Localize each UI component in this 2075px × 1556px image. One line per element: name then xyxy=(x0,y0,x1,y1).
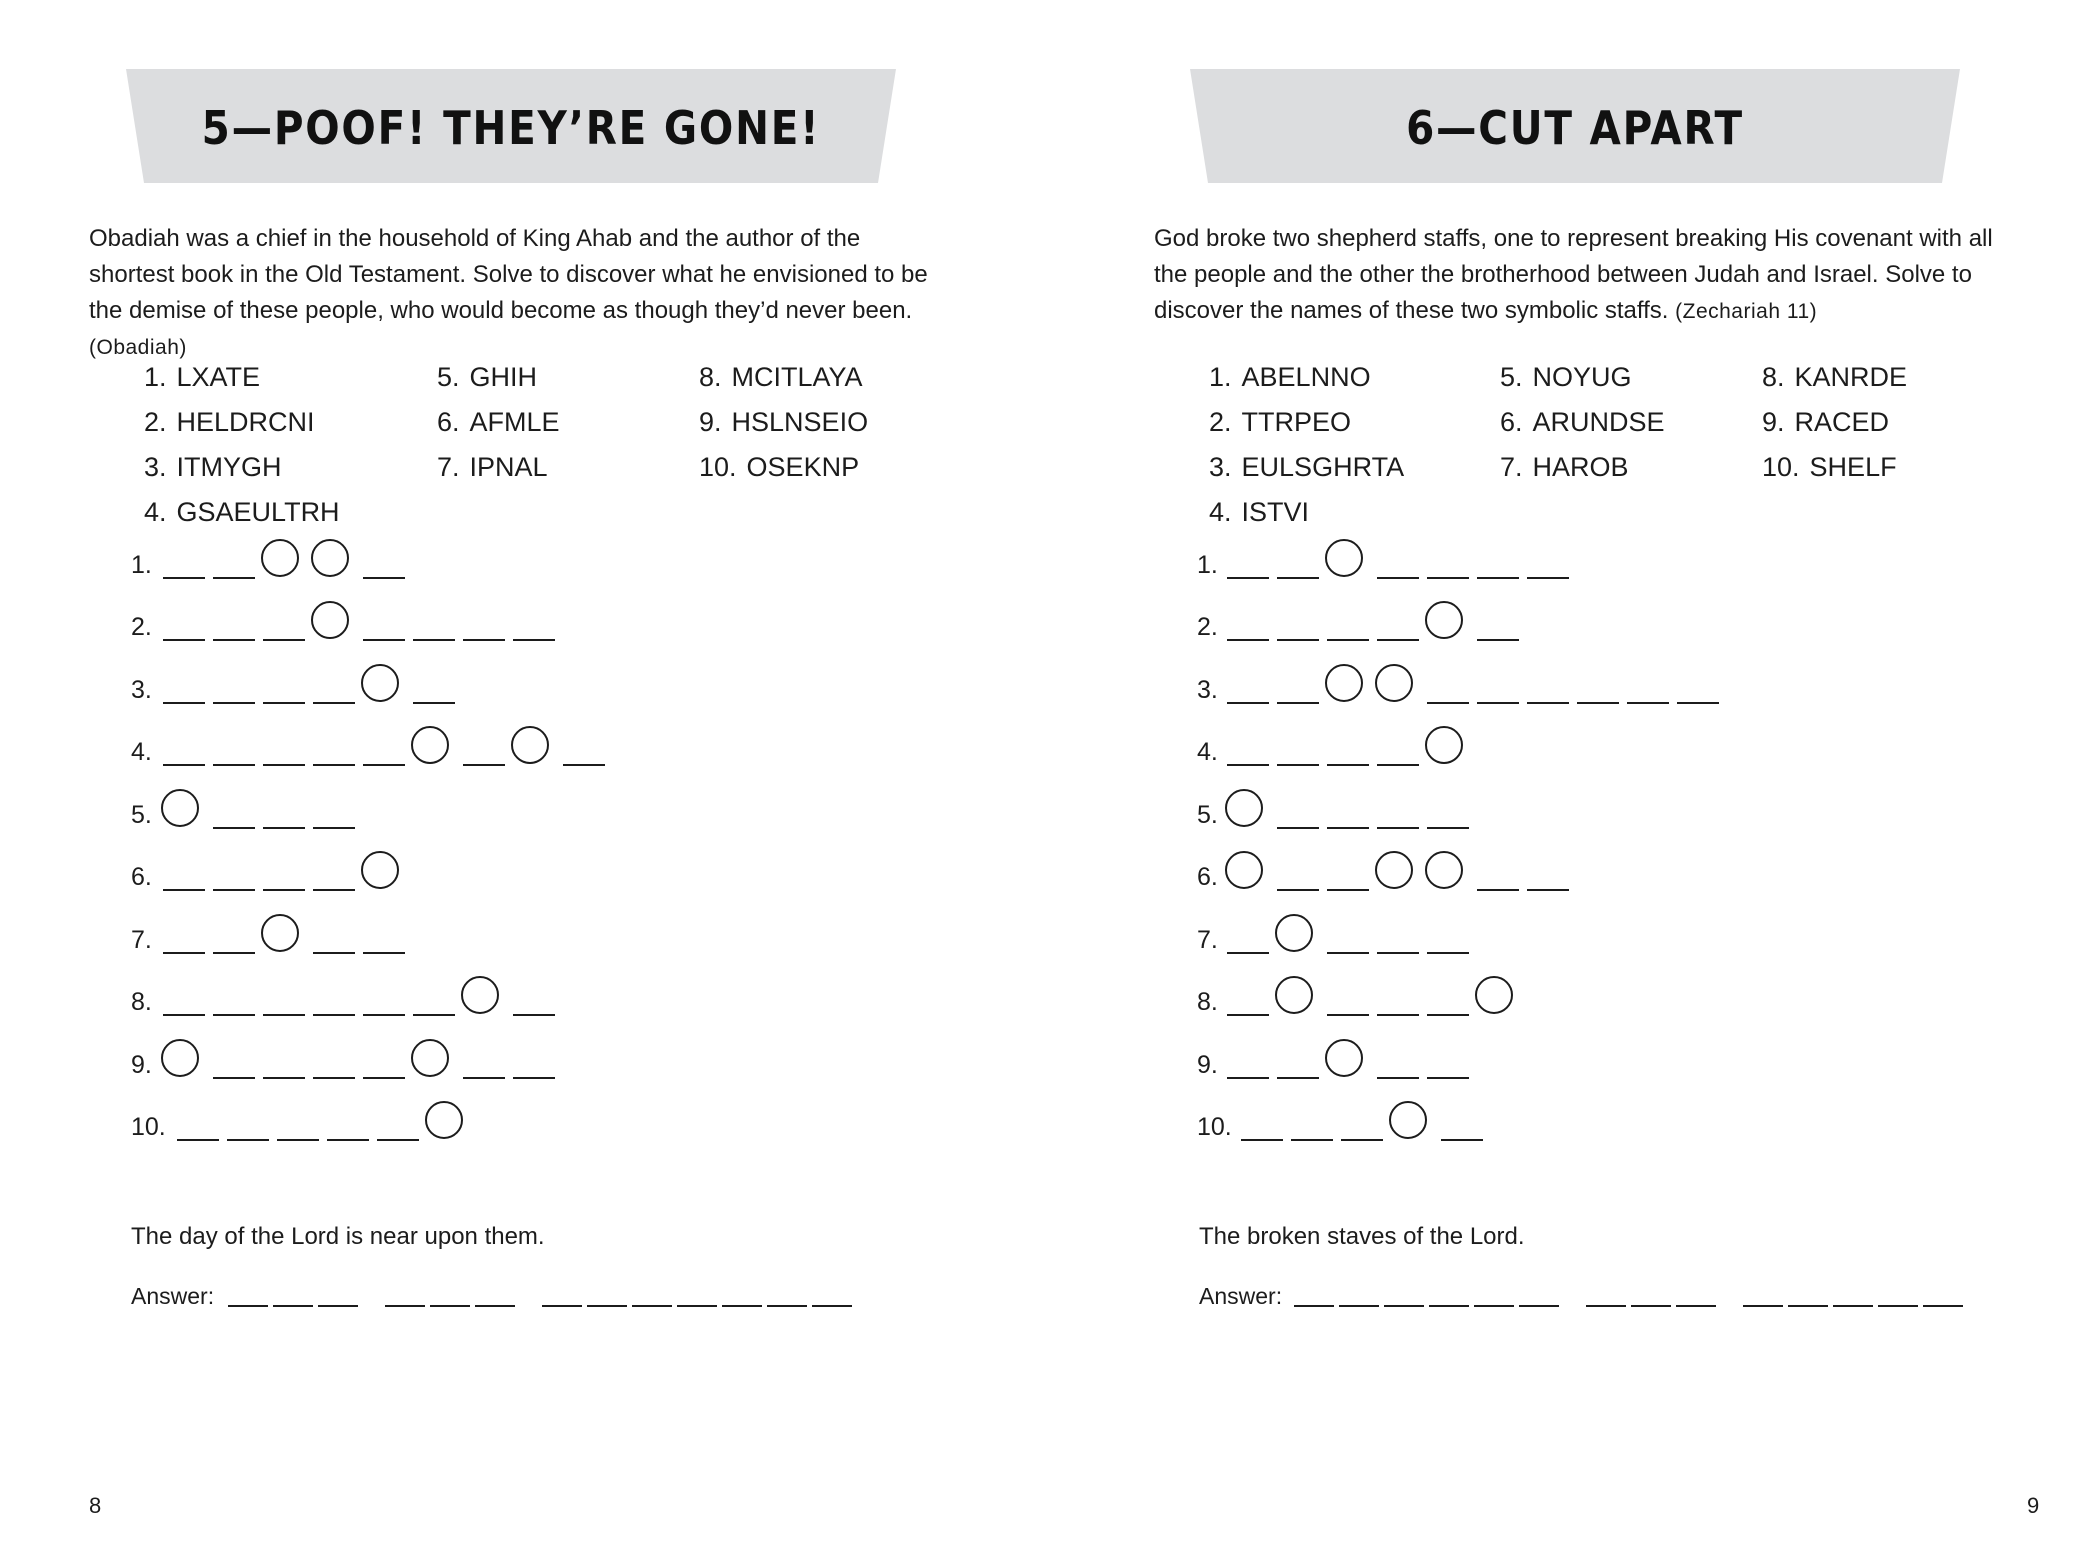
circled-letter-blank[interactable] xyxy=(1475,976,1513,1014)
scrambled-word xyxy=(144,361,260,393)
letter-blank[interactable] xyxy=(413,639,455,641)
letter-blank[interactable] xyxy=(1341,1139,1383,1141)
letter-blank[interactable] xyxy=(1327,889,1369,891)
row-number: 6. xyxy=(1197,863,1218,891)
letter-blank[interactable] xyxy=(1227,1014,1269,1016)
row-number: 7. xyxy=(131,926,152,954)
letter-blank[interactable] xyxy=(513,1077,555,1079)
word-number: 5. xyxy=(437,362,460,392)
puzzle-intro xyxy=(1154,221,2004,330)
word-number: 8. xyxy=(699,362,722,392)
answer-letter-blank[interactable] xyxy=(1676,1305,1716,1307)
answer-row xyxy=(1197,791,1797,831)
row-number: 6. xyxy=(131,863,152,891)
letter-blank[interactable] xyxy=(263,827,305,829)
row-number: 8. xyxy=(1197,988,1218,1016)
word-letters: IPNAL xyxy=(469,452,548,482)
circled-letter-blank[interactable] xyxy=(361,664,399,702)
letter-blank[interactable] xyxy=(1627,702,1669,704)
letter-blank[interactable] xyxy=(213,952,255,954)
row-number: 1. xyxy=(131,551,152,579)
answer-letter-blank[interactable] xyxy=(542,1305,582,1307)
answer-letter-blank[interactable] xyxy=(1474,1305,1514,1307)
answer-letter-blank[interactable] xyxy=(1743,1305,1783,1307)
answer-row xyxy=(131,541,731,581)
row-number: 1. xyxy=(1197,551,1218,579)
letter-blank[interactable] xyxy=(163,764,205,766)
scrambled-word xyxy=(699,361,863,393)
letter-blank[interactable] xyxy=(463,639,505,641)
answer-letter-blank[interactable] xyxy=(228,1305,268,1307)
answer-letter-blank[interactable] xyxy=(430,1305,470,1307)
circled-letter-blank[interactable] xyxy=(311,539,349,577)
answer-letter-blank[interactable] xyxy=(1294,1305,1334,1307)
word-number: 9. xyxy=(699,407,722,437)
circled-letter-blank[interactable] xyxy=(1425,851,1463,889)
letter-blank[interactable] xyxy=(1327,764,1369,766)
answer-letter-blank[interactable] xyxy=(812,1305,852,1307)
answer-label: Answer: xyxy=(1199,1283,1283,1309)
letter-blank[interactable] xyxy=(327,1139,369,1141)
letter-blank[interactable] xyxy=(263,1014,305,1016)
letter-blank[interactable] xyxy=(1577,702,1619,704)
row-number: 2. xyxy=(131,613,152,641)
letter-blank[interactable] xyxy=(363,952,405,954)
circled-letter-blank[interactable] xyxy=(1325,539,1363,577)
word-number: 4. xyxy=(144,497,167,527)
row-number: 5. xyxy=(1197,801,1218,829)
letter-blank[interactable] xyxy=(1477,889,1519,891)
word-letters: GSAEULTRH xyxy=(176,497,340,527)
letter-blank[interactable] xyxy=(1327,639,1369,641)
letter-blank[interactable] xyxy=(277,1139,319,1141)
letter-blank[interactable] xyxy=(213,1014,255,1016)
scrambled-word xyxy=(1762,451,1897,483)
letter-blank[interactable] xyxy=(313,952,355,954)
word-letters: ARUNDSE xyxy=(1532,407,1665,437)
title-banner xyxy=(1190,69,1960,183)
scrambled-word xyxy=(699,406,868,438)
scrambled-word xyxy=(1500,451,1629,483)
circled-letter-blank[interactable] xyxy=(161,789,199,827)
circled-letter-blank[interactable] xyxy=(1425,601,1463,639)
answer-letter-blank[interactable] xyxy=(1631,1305,1671,1307)
word-number: 5. xyxy=(1500,362,1523,392)
answer-letter-blank[interactable] xyxy=(677,1305,717,1307)
answer-row xyxy=(131,728,731,768)
answer-letter-blank[interactable] xyxy=(722,1305,762,1307)
answer-row xyxy=(131,916,731,956)
letter-blank[interactable] xyxy=(1427,952,1469,954)
circled-letter-blank[interactable] xyxy=(511,726,549,764)
word-number: 8. xyxy=(1762,362,1785,392)
scrambled-word xyxy=(144,496,340,528)
letter-blank[interactable] xyxy=(1377,577,1419,579)
circled-letter-blank[interactable] xyxy=(1375,664,1413,702)
circled-letter-blank[interactable] xyxy=(361,851,399,889)
answer-letter-blank[interactable] xyxy=(1384,1305,1424,1307)
letter-blank[interactable] xyxy=(213,764,255,766)
puzzle-title: 5—POOF! THEY’RE GONE! xyxy=(201,101,821,155)
word-letters: GHIH xyxy=(469,362,538,392)
answer-letter-blank[interactable] xyxy=(1586,1305,1626,1307)
letter-blank[interactable] xyxy=(1427,577,1469,579)
scrambled-word xyxy=(1209,361,1371,393)
answer-letter-blank[interactable] xyxy=(1429,1305,1469,1307)
letter-blank[interactable] xyxy=(1227,952,1269,954)
letter-blank[interactable] xyxy=(1377,1014,1419,1016)
left-page xyxy=(0,0,1037,1556)
word-letters: ABELNNO xyxy=(1241,362,1371,392)
letter-blank[interactable] xyxy=(363,764,405,766)
letter-blank[interactable] xyxy=(1227,702,1269,704)
word-letters: ISTVI xyxy=(1241,497,1310,527)
letter-blank[interactable] xyxy=(1227,639,1269,641)
answer-row xyxy=(1197,603,1797,643)
letter-blank[interactable] xyxy=(313,702,355,704)
letter-blank[interactable] xyxy=(1327,1014,1369,1016)
letter-blank[interactable] xyxy=(363,577,405,579)
answer-row xyxy=(131,978,731,1018)
word-number: 9. xyxy=(1762,407,1785,437)
letter-blank[interactable] xyxy=(227,1139,269,1141)
circled-letter-blank[interactable] xyxy=(461,976,499,1014)
answer-letter-blank[interactable] xyxy=(1923,1305,1963,1307)
page-number: 9 xyxy=(2027,1493,2040,1518)
letter-blank[interactable] xyxy=(313,1077,355,1079)
scrambled-word xyxy=(437,361,537,393)
letter-blank[interactable] xyxy=(363,639,405,641)
letter-blank[interactable] xyxy=(263,889,305,891)
scripture-reference: (Zechariah 11) xyxy=(1675,300,1818,323)
letter-blank[interactable] xyxy=(213,827,255,829)
letter-blank[interactable] xyxy=(1477,577,1519,579)
answer-label: Answer: xyxy=(131,1283,215,1309)
answer-letter-blank[interactable] xyxy=(273,1305,313,1307)
letter-blank[interactable] xyxy=(1527,702,1569,704)
letter-blank[interactable] xyxy=(1377,1077,1419,1079)
intro-text: Obadiah was a chief in the household of King Ahab and the author of the shortest book in the Old Testament. Solve to discover what he envisioned to be the demise of these people, who would become as though they’d never been. xyxy=(89,225,928,324)
letter-blank[interactable] xyxy=(313,889,355,891)
circled-letter-blank[interactable] xyxy=(1225,789,1263,827)
scrambled-word xyxy=(1762,406,1889,438)
letter-blank[interactable] xyxy=(463,1077,505,1079)
puzzle-intro xyxy=(89,221,939,366)
letter-blank[interactable] xyxy=(163,639,205,641)
letter-blank[interactable] xyxy=(1277,639,1319,641)
answer-row xyxy=(1197,916,1797,956)
page-number: 8 xyxy=(89,1493,102,1518)
answer-letter-blank[interactable] xyxy=(1833,1305,1873,1307)
letter-blank[interactable] xyxy=(313,1014,355,1016)
answer-row xyxy=(131,853,731,893)
scrambled-word xyxy=(1500,406,1665,438)
letter-blank[interactable] xyxy=(413,1014,455,1016)
letter-blank[interactable] xyxy=(463,764,505,766)
scrambled-word xyxy=(437,451,548,483)
scrambled-word xyxy=(1209,496,1309,528)
circled-letter-blank[interactable] xyxy=(261,914,299,952)
answer-letter-blank[interactable] xyxy=(475,1305,515,1307)
word-letters: LXATE xyxy=(176,362,261,392)
word-number: 10. xyxy=(1762,452,1800,482)
scrambled-word xyxy=(144,406,315,438)
answer-letter-blank[interactable] xyxy=(632,1305,672,1307)
letter-blank[interactable] xyxy=(213,577,255,579)
letter-blank[interactable] xyxy=(1227,764,1269,766)
scrambled-word xyxy=(1209,451,1404,483)
circled-letter-blank[interactable] xyxy=(1325,664,1363,702)
answer-row xyxy=(1197,853,1797,893)
row-number: 4. xyxy=(1197,738,1218,766)
letter-blank[interactable] xyxy=(163,1014,205,1016)
scrambled-word xyxy=(144,451,282,483)
word-letters: OSEKNP xyxy=(746,452,860,482)
answer-letter-blank[interactable] xyxy=(1339,1305,1379,1307)
row-number: 3. xyxy=(1197,676,1218,704)
circled-letter-blank[interactable] xyxy=(1275,914,1313,952)
letter-blank[interactable] xyxy=(163,889,205,891)
letter-blank[interactable] xyxy=(163,577,205,579)
letter-blank[interactable] xyxy=(1527,577,1569,579)
answer-row xyxy=(1197,1103,1797,1143)
letter-blank[interactable] xyxy=(1377,952,1419,954)
letter-blank[interactable] xyxy=(413,702,455,704)
word-number: 2. xyxy=(144,407,167,437)
answer-row xyxy=(131,603,731,643)
answer-letter-blank[interactable] xyxy=(1788,1305,1828,1307)
answer-letter-blank[interactable] xyxy=(1519,1305,1559,1307)
row-number: 10. xyxy=(131,1113,166,1141)
letter-blank[interactable] xyxy=(177,1139,219,1141)
word-letters: TTRPEO xyxy=(1241,407,1352,437)
row-number: 9. xyxy=(1197,1051,1218,1079)
circled-letter-blank[interactable] xyxy=(1275,976,1313,1014)
answer-row xyxy=(1197,1041,1797,1081)
word-number: 3. xyxy=(1209,452,1232,482)
scrambled-word xyxy=(1209,406,1351,438)
letter-blank[interactable] xyxy=(1277,1077,1319,1079)
letter-blank[interactable] xyxy=(1477,639,1519,641)
letter-blank[interactable] xyxy=(1327,827,1369,829)
circled-letter-blank[interactable] xyxy=(261,539,299,577)
word-number: 1. xyxy=(144,362,167,392)
answer-row xyxy=(1197,666,1797,706)
word-number: 1. xyxy=(1209,362,1232,392)
letter-blank[interactable] xyxy=(163,702,205,704)
word-number: 10. xyxy=(699,452,737,482)
letter-blank[interactable] xyxy=(263,702,305,704)
letter-blank[interactable] xyxy=(213,639,255,641)
circled-letter-blank[interactable] xyxy=(1375,851,1413,889)
letter-blank[interactable] xyxy=(1427,827,1469,829)
letter-blank[interactable] xyxy=(1277,827,1319,829)
row-number: 7. xyxy=(1197,926,1218,954)
circled-letter-blank[interactable] xyxy=(161,1039,199,1077)
word-letters: HAROB xyxy=(1532,452,1629,482)
letter-blank[interactable] xyxy=(377,1139,419,1141)
letter-blank[interactable] xyxy=(313,827,355,829)
letter-blank[interactable] xyxy=(513,1014,555,1016)
word-letters: HELDRCNI xyxy=(176,407,315,437)
answer-letter-blank[interactable] xyxy=(767,1305,807,1307)
letter-blank[interactable] xyxy=(1377,764,1419,766)
clue-caption: The broken staves of the Lord. xyxy=(1199,1223,1525,1250)
letter-blank[interactable] xyxy=(1277,702,1319,704)
row-number: 4. xyxy=(131,738,152,766)
letter-blank[interactable] xyxy=(1241,1139,1283,1141)
answer-row xyxy=(1197,978,1797,1018)
word-number: 2. xyxy=(1209,407,1232,437)
letter-blank[interactable] xyxy=(213,889,255,891)
circled-letter-blank[interactable] xyxy=(1325,1039,1363,1077)
letter-blank[interactable] xyxy=(1277,577,1319,579)
word-number: 7. xyxy=(437,452,460,482)
letter-blank[interactable] xyxy=(1277,889,1319,891)
letter-blank[interactable] xyxy=(1677,702,1719,704)
letter-blank[interactable] xyxy=(213,702,255,704)
letter-blank[interactable] xyxy=(263,764,305,766)
letter-blank[interactable] xyxy=(563,764,605,766)
row-number: 9. xyxy=(131,1051,152,1079)
word-letters: EULSGHRTA xyxy=(1241,452,1405,482)
answer-row xyxy=(131,666,731,706)
letter-blank[interactable] xyxy=(363,1077,405,1079)
intro-text: God broke two shepherd staffs, one to represent breaking His covenant with all the people and the other the brotherhood between Judah and Israel. Solve to discover the names of these two symbolic staffs. xyxy=(1154,225,1993,324)
letter-blank[interactable] xyxy=(213,1077,255,1079)
letter-blank[interactable] xyxy=(263,639,305,641)
answer-row xyxy=(131,1041,731,1081)
letter-blank[interactable] xyxy=(1427,1077,1469,1079)
letter-blank[interactable] xyxy=(363,1014,405,1016)
right-page xyxy=(1037,0,2075,1556)
letter-blank[interactable] xyxy=(1441,1139,1483,1141)
word-number: 6. xyxy=(1500,407,1523,437)
letter-blank[interactable] xyxy=(1527,889,1569,891)
letter-blank[interactable] xyxy=(1377,827,1419,829)
circled-letter-blank[interactable] xyxy=(1225,851,1263,889)
answer-letter-blank[interactable] xyxy=(1878,1305,1918,1307)
scrambled-word xyxy=(1762,361,1907,393)
puzzle-title: 6—CUT APART xyxy=(1406,101,1744,155)
letter-blank[interactable] xyxy=(1477,702,1519,704)
clue-caption: The day of the Lord is near upon them. xyxy=(131,1223,545,1250)
word-letters: MCITLAYA xyxy=(731,362,863,392)
word-letters: HSLNSEIO xyxy=(731,407,869,437)
word-letters: SHELF xyxy=(1809,452,1897,482)
answer-row xyxy=(1197,728,1797,768)
word-letters: ITMYGH xyxy=(176,452,282,482)
answer-letter-blank[interactable] xyxy=(385,1305,425,1307)
circled-letter-blank[interactable] xyxy=(411,726,449,764)
circled-letter-blank[interactable] xyxy=(411,1039,449,1077)
row-number: 5. xyxy=(131,801,152,829)
word-number: 6. xyxy=(437,407,460,437)
letter-blank[interactable] xyxy=(1427,702,1469,704)
title-banner xyxy=(126,69,896,183)
row-number: 2. xyxy=(1197,613,1218,641)
word-letters: RACED xyxy=(1794,407,1890,437)
answer-letter-blank[interactable] xyxy=(318,1305,358,1307)
letter-blank[interactable] xyxy=(1377,639,1419,641)
letter-blank[interactable] xyxy=(1227,577,1269,579)
letter-blank[interactable] xyxy=(513,639,555,641)
letter-blank[interactable] xyxy=(313,764,355,766)
letter-blank[interactable] xyxy=(263,1077,305,1079)
row-number: 8. xyxy=(131,988,152,1016)
word-number: 3. xyxy=(144,452,167,482)
scrambled-word xyxy=(699,451,859,483)
word-letters: AFMLE xyxy=(469,407,560,437)
circled-letter-blank[interactable] xyxy=(425,1101,463,1139)
letter-blank[interactable] xyxy=(1327,952,1369,954)
answer-letter-blank[interactable] xyxy=(587,1305,627,1307)
word-number: 7. xyxy=(1500,452,1523,482)
letter-blank[interactable] xyxy=(1291,1139,1333,1141)
letter-blank[interactable] xyxy=(163,952,205,954)
letter-blank[interactable] xyxy=(1277,764,1319,766)
circled-letter-blank[interactable] xyxy=(311,601,349,639)
scrambled-word xyxy=(1500,361,1632,393)
answer-row xyxy=(131,1103,731,1143)
letter-blank[interactable] xyxy=(1427,1014,1469,1016)
circled-letter-blank[interactable] xyxy=(1389,1101,1427,1139)
row-number: 3. xyxy=(131,676,152,704)
word-letters: KANRDE xyxy=(1794,362,1908,392)
word-number: 4. xyxy=(1209,497,1232,527)
scrambled-word xyxy=(437,406,560,438)
letter-blank[interactable] xyxy=(1227,1077,1269,1079)
answer-row xyxy=(1197,541,1797,581)
scripture-reference: (Obadiah) xyxy=(89,336,187,359)
row-number: 10. xyxy=(1197,1113,1232,1141)
circled-letter-blank[interactable] xyxy=(1425,726,1463,764)
word-letters: NOYUG xyxy=(1532,362,1632,392)
answer-row xyxy=(131,791,731,831)
